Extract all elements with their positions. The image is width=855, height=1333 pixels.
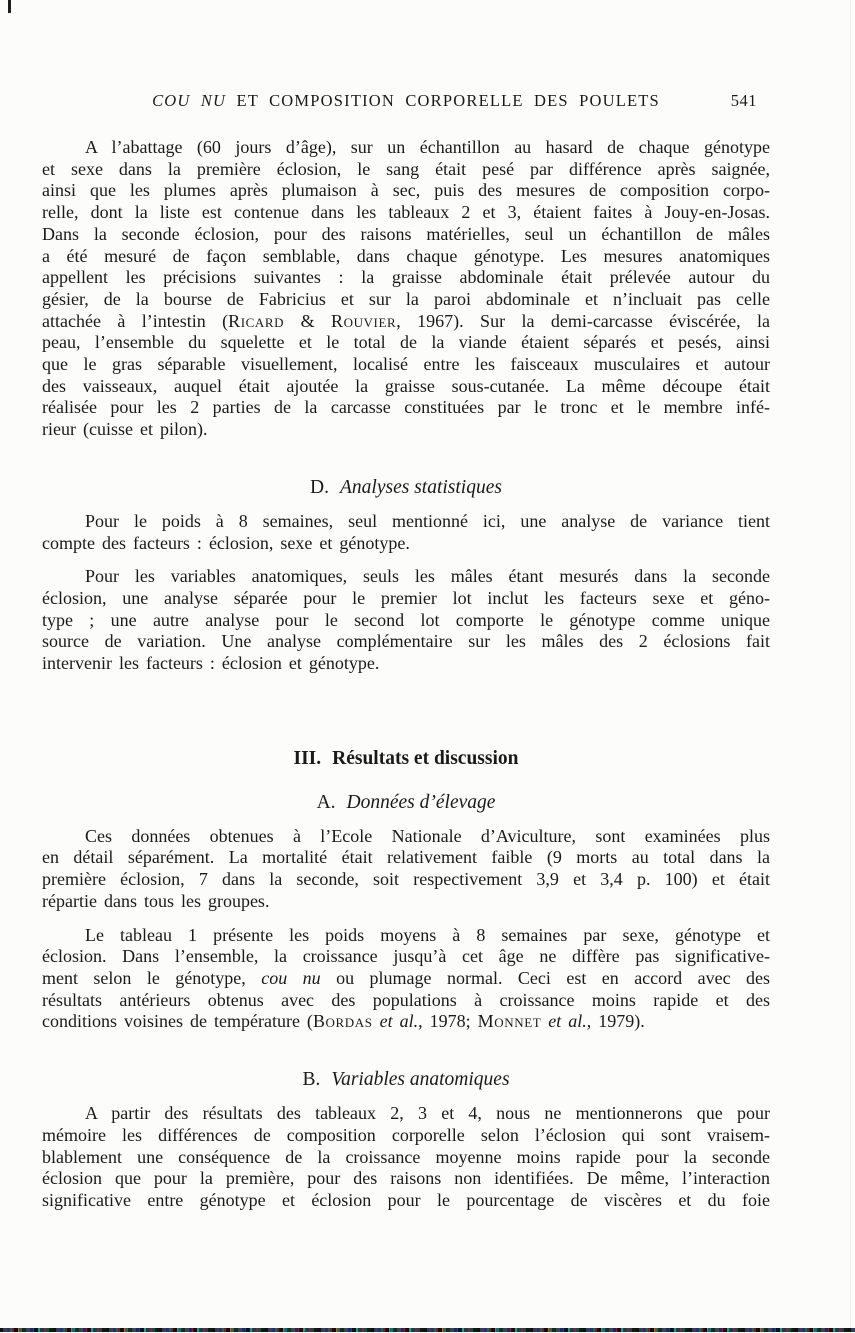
text-line: [42, 1011, 770, 1033]
section-heading: [42, 791, 770, 815]
text-line: [42, 653, 770, 675]
text-segment: ainsi que les plumes après plumaison à sec, puis des mesures de composition corpo-: [42, 180, 770, 201]
scan-edge-line: [850, 0, 851, 1333]
paragraph: [42, 1103, 770, 1212]
text-segment: [373, 1011, 380, 1031]
paragraph: [42, 925, 770, 1034]
paragraph: [42, 826, 770, 913]
text-segment: et sexe dans la première éclosion, le sang était pesé par différence après saignée,: [42, 158, 770, 179]
text-line: [42, 588, 770, 610]
text-segment: attachée à l’intestin (: [42, 310, 229, 331]
text-segment: Pour le poids à 8 semaines, seul mentionné ici, une analyse de variance tient: [85, 510, 770, 531]
text-segment: blablement une conséquence de la croissance moyenne moins rapide pour la seconde: [42, 1146, 770, 1167]
heading-label: III.: [293, 747, 322, 769]
text-line: [42, 137, 770, 159]
text-segment: type ; une autre analyse pour le second lot comporte le génotype comme unique: [42, 609, 770, 630]
text-line: [42, 610, 770, 632]
running-title: ET COMPOSITION CORPORELLE DES POULETS: [226, 91, 660, 110]
text-line: [42, 847, 770, 869]
text-line: [42, 511, 770, 533]
text-line: [42, 826, 770, 848]
text-line: [42, 376, 770, 398]
text-segment: intervenir les facteurs : éclosion et génotype.: [42, 653, 380, 674]
text-line: [42, 869, 770, 891]
text-segment: conditions voisines de température (: [42, 1011, 313, 1032]
text-segment: Le tableau 1 présente les poids moyens à 8 semaines par sexe, génotype et: [85, 924, 770, 945]
text-segment: peau, l’ensemble du squelette et le total de la viande étaient séparés et pesés, ainsi: [42, 332, 770, 353]
text-segment: Ces données obtenues à l’Ecole Nationale d’Aviculture, sont examinées plus: [85, 825, 770, 846]
text-segment: source de variation. Une analyse complémentaire sur les mâles des 2 éclosions fait: [42, 631, 770, 652]
running-header: [42, 90, 770, 111]
smallcaps-segment: Rouvier: [330, 310, 397, 331]
text-line: [42, 566, 770, 588]
italic-segment: et al.: [548, 1011, 587, 1032]
text-line: [42, 224, 770, 246]
text-segment: , 1978;: [418, 1011, 478, 1032]
page-number: 541: [730, 91, 757, 110]
text-segment: A l’abattage (60 jours d’âge), sur un échantillon au hasard de chaque génotype: [85, 137, 770, 157]
text-segment: relle, dont la liste est contenue dans les tableaux 2 et 3, étaient faites à Jouy-en-Josas.: [42, 202, 770, 223]
text-line: [42, 1190, 770, 1212]
text-segment: ou plumage normal. Ceci est en accord avec des: [320, 967, 770, 988]
running-title-italic: COU NU: [152, 91, 227, 110]
text-line: [42, 289, 770, 311]
text-line: [42, 246, 770, 268]
text-segment: gésier, de la bourse de Fabricius et sur la paroi abdominale et n’incluait pas celle: [42, 288, 770, 309]
text-line: [42, 990, 770, 1012]
chapter-heading: [42, 747, 770, 771]
text-segment: éclosion. Dans l’ensemble, la croissance jusqu’à cet âge ne diffère pas significative-: [42, 946, 770, 967]
text-segment: éclosion, une analyse séparée pour le premier lot inclut les facteurs sexe et géno-: [42, 587, 770, 608]
scan-artifact-mark: [8, 0, 11, 13]
text-line: [42, 1103, 770, 1125]
text-line: [42, 311, 770, 333]
scan-noise-strip: [0, 1328, 855, 1332]
text-segment: répartie dans tous les groupes.: [42, 890, 270, 911]
text-segment: a été mesuré de façon semblable, dans chaque génotype. Les mesures anatomiques: [42, 245, 770, 266]
text-segment: première éclosion, 7 dans la seconde, soit respectivement 3,9 et 3,4 p. 100) et était: [42, 869, 770, 890]
text-line: [42, 267, 770, 289]
page-body: [42, 137, 770, 1212]
text-segment: en détail séparément. La mortalité était relativement faible (9 morts au total dans la: [42, 847, 770, 868]
italic-segment: et al.: [379, 1011, 419, 1032]
text-line: [42, 1147, 770, 1169]
heading-title: Analyses statistiques: [340, 476, 502, 498]
section-heading: [42, 1068, 770, 1092]
text-line: [42, 419, 770, 441]
text-segment: appellent les précisions suivantes : la graisse abdominale était prélevée autour du: [42, 267, 770, 288]
text-column: [42, 0, 770, 1212]
text-line: [42, 180, 770, 202]
text-segment: significative entre génotype et éclosion pour le pourcentage de viscères et du foie: [42, 1189, 770, 1210]
text-segment: réalisée pour les 2 parties de la carcasse constituées par le tronc et le membre infé-: [42, 397, 770, 418]
heading-title: Données d’élevage: [346, 791, 496, 813]
text-line: [42, 533, 770, 555]
heading-title: Variables anatomiques: [331, 1069, 510, 1091]
heading-label: D.: [310, 476, 329, 498]
text-segment: rieur (cuisse et pilon).: [42, 419, 208, 440]
text-line: [42, 1125, 770, 1147]
text-line: [42, 891, 770, 913]
text-line: [42, 332, 770, 354]
text-segment: , 1967). Sur la demi-carcasse éviscérée, la: [396, 310, 770, 331]
text-segment: des vaisseaux, auquel était ajoutée la graisse sous-cutanée. La même découpe était: [42, 375, 770, 396]
text-segment: éclosion que pour la première, pour des raisons non identifiées. De même, l’interaction: [42, 1168, 770, 1189]
text-segment: Pour les variables anatomiques, seuls les mâles étant mesurés dans la seconde: [85, 566, 770, 587]
text-segment: ment selon le génotype,: [42, 967, 262, 988]
smallcaps-segment: Ricard: [228, 310, 285, 331]
text-segment: Dans la seconde éclosion, pour des raisons matérielles, seul un échantillon de mâles: [42, 223, 770, 244]
section-heading: [42, 476, 770, 500]
text-segment: &: [284, 310, 331, 331]
text-segment: que le gras séparable visuellement, localisé entre les faisceaux musculaires et autour: [42, 354, 770, 375]
text-line: [42, 159, 770, 181]
text-line: [42, 925, 770, 947]
text-segment: compte des facteurs : éclosion, sexe et génotype.: [42, 532, 410, 553]
text-line: [42, 354, 770, 376]
text-line: [42, 397, 770, 419]
smallcaps-segment: Bordas: [312, 1011, 373, 1032]
text-segment: mémoire les différences de composition corporelle selon l’éclosion qui sont vraisem-: [42, 1124, 770, 1145]
paragraph: [42, 137, 770, 441]
text-line: [42, 202, 770, 224]
heading-label: A.: [316, 791, 336, 813]
heading-label: B.: [302, 1069, 321, 1091]
text-line: [42, 1168, 770, 1190]
paragraph: [42, 566, 770, 675]
text-segment: , 1979).: [586, 1011, 645, 1032]
heading-title: Résultats et discussion: [332, 747, 519, 769]
text-line: [42, 968, 770, 990]
paragraph: [42, 511, 770, 554]
text-segment: A partir des résultats des tableaux 2, 3 et 4, nous ne mentionnerons que pour: [85, 1103, 770, 1124]
italic-segment: cou nu: [261, 967, 321, 988]
text-segment: résultats antérieurs obtenus avec des populations à croissance moins rapide et des: [42, 989, 770, 1010]
text-line: [42, 631, 770, 653]
smallcaps-segment: Monnet: [477, 1011, 542, 1032]
text-line: [42, 946, 770, 968]
